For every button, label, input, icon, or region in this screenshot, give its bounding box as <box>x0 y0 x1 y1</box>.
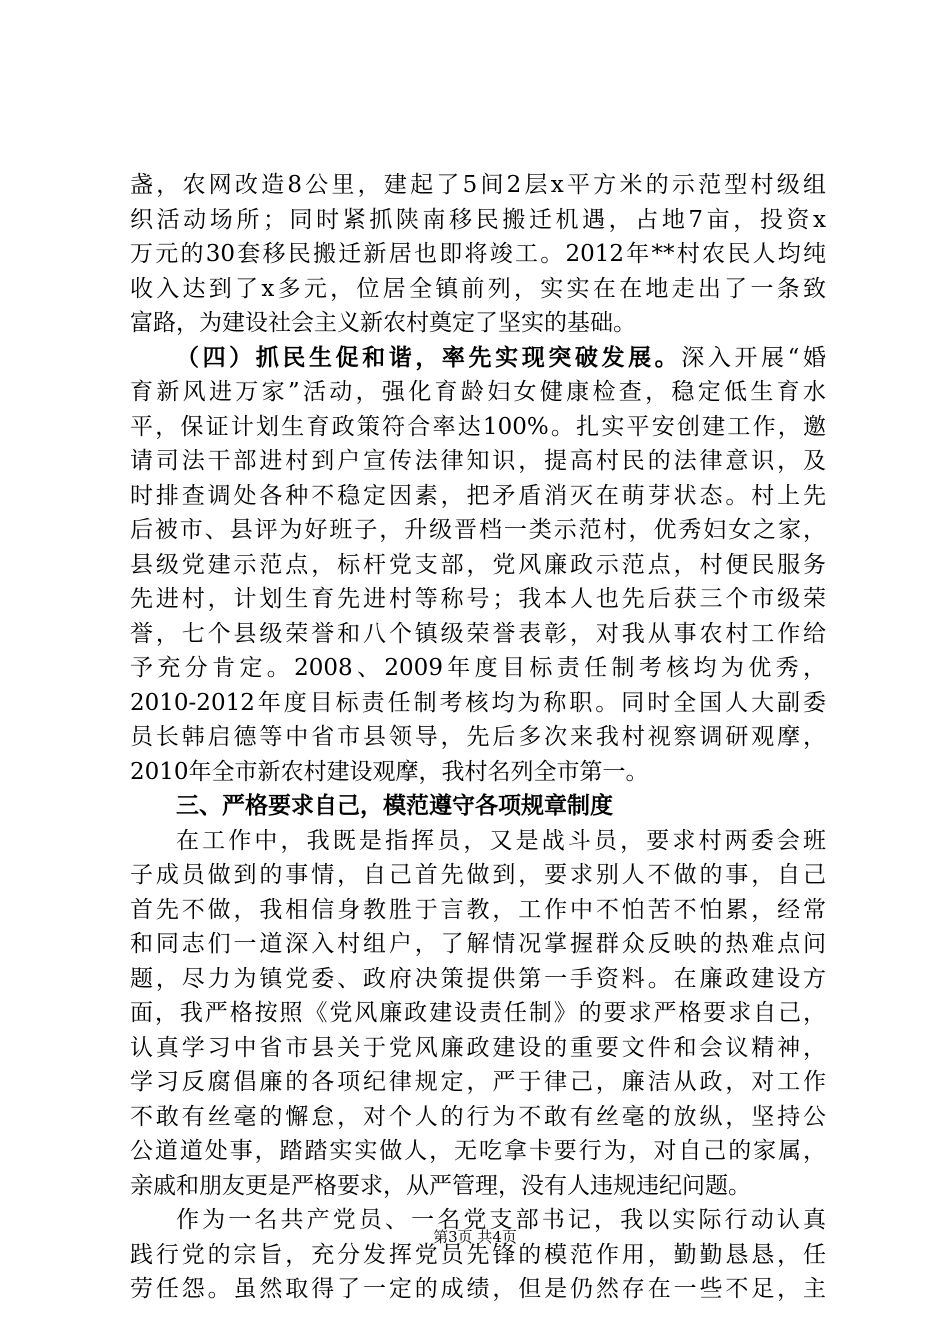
text-line: 予充分肯定。2008、2009年度目标责任制考核均为优秀， <box>130 655 826 681</box>
text-line: 2010年全市新农村建设观摩，我村名列全市第一。 <box>130 758 649 785</box>
text-line: 员长韩启德等中省市县领导，先后多次来我村视察调研观摩， <box>130 724 826 750</box>
text-line: 育新风进万家”活动，强化育龄妇女健康检查，稳定低生育水 <box>130 379 826 405</box>
text-line: 面，我严格按照《党风廉政建设责任制》的要求严格要求自己， <box>130 1000 826 1026</box>
text-line: 不敢有丝毫的懈怠，对个人的行为不敢有丝毫的放纵，坚持公 <box>130 1103 826 1130</box>
text-line: 首先不做，我相信身教胜于言教，工作中不怕苦不怕累，经常 <box>130 896 826 923</box>
text-line: 誉，七个县级荣誉和八个镇级荣誉表彰，对我从事农村工作给 <box>130 620 826 647</box>
text-line: 子成员做到的事情，自己首先做到，要求别人不做的事，自己 <box>130 862 826 888</box>
text-line: 劳任怨。虽然取得了一定的成绩，但是仍然存在一些不足，主 <box>130 1276 826 1302</box>
text-line: 亲戚和朋友更是严格要求，从严管理，没有人违规违纪问题。 <box>130 1172 751 1199</box>
text-line: 县级党建示范点，标杆党支部，党风廉政示范点，村便民服务 <box>130 551 826 578</box>
section-heading-continuation: 深入开展“婚 <box>681 344 827 371</box>
text-line: 学习反腐倡廉的各项纪律规定，严于律己，廉洁从政，对工作 <box>130 1069 826 1095</box>
text-line: 认真学习中省市县关于党风廉政建设的重要文件和会议精神， <box>130 1034 826 1061</box>
text-line: 平，保证计划生育政策符合率达100%。扎实平安创建工作，邀 <box>130 413 826 440</box>
page-footer: 第3页 共4页 <box>433 1228 517 1246</box>
text-line: 织活动场所；同时紧抓陕南移民搬迁机遇，占地7亩，投资x <box>130 206 826 233</box>
text-line: 在工作中，我既是指挥员，又是战斗员，要求村两委会班 <box>176 827 826 854</box>
text-line: 盏，农网改造8公里，建起了5间2层x平方米的示范型村级组 <box>130 172 826 198</box>
text-line: 富路，为建设社会主义新农村奠定了坚实的基础。 <box>130 310 636 336</box>
text-line: 践行党的宗旨，充分发挥党员先锋的模范作用，勤勤恳恳，任 <box>130 1241 826 1268</box>
text-line: 收入达到了x多元，位居全镇前列，实实在在地走出了一条致 <box>130 275 826 302</box>
text-line: 公道道处事，踏踏实实做人，无吃拿卡要行为，对自己的家属， <box>130 1138 826 1164</box>
section-heading: 三、严格要求自己，模范遵守各项规章制度 <box>176 792 613 819</box>
section-heading-line <box>130 341 826 376</box>
text-line: 时排查调处各种不稳定因素，把矛盾消灭在萌芽状态。村上先 <box>130 482 826 509</box>
text-line: 题，尽力为镇党委、政府决策提供第一手资料。在廉政建设方 <box>130 965 826 992</box>
section-heading-bold: （四）抓民生促和谐，率先实现突破发展。 <box>176 343 682 371</box>
document-body <box>130 168 826 1307</box>
text-line: 作为一名共产党员、一名党支部书记，我以实际行动认真 <box>176 1207 826 1233</box>
text-line: 2010-2012年度目标责任制考核均为称职。同时全国人大副委 <box>130 689 826 716</box>
text-line: 先进村，计划生育先进村等称号；我本人也先后获三个市级荣 <box>130 586 826 612</box>
text-line: 请司法干部进村到户宣传法律知识，提高村民的法律意识，及 <box>130 448 826 474</box>
text-line: 万元的30套移民搬迁新居也即将竣工。2012年**村农民人均纯 <box>130 241 826 267</box>
text-line: 后被市、县评为好班子，升级晋档一类示范村，优秀妇女之家， <box>130 517 826 543</box>
text-line: 和同志们一道深入村组户，了解情况掌握群众反映的热难点问 <box>130 931 826 957</box>
